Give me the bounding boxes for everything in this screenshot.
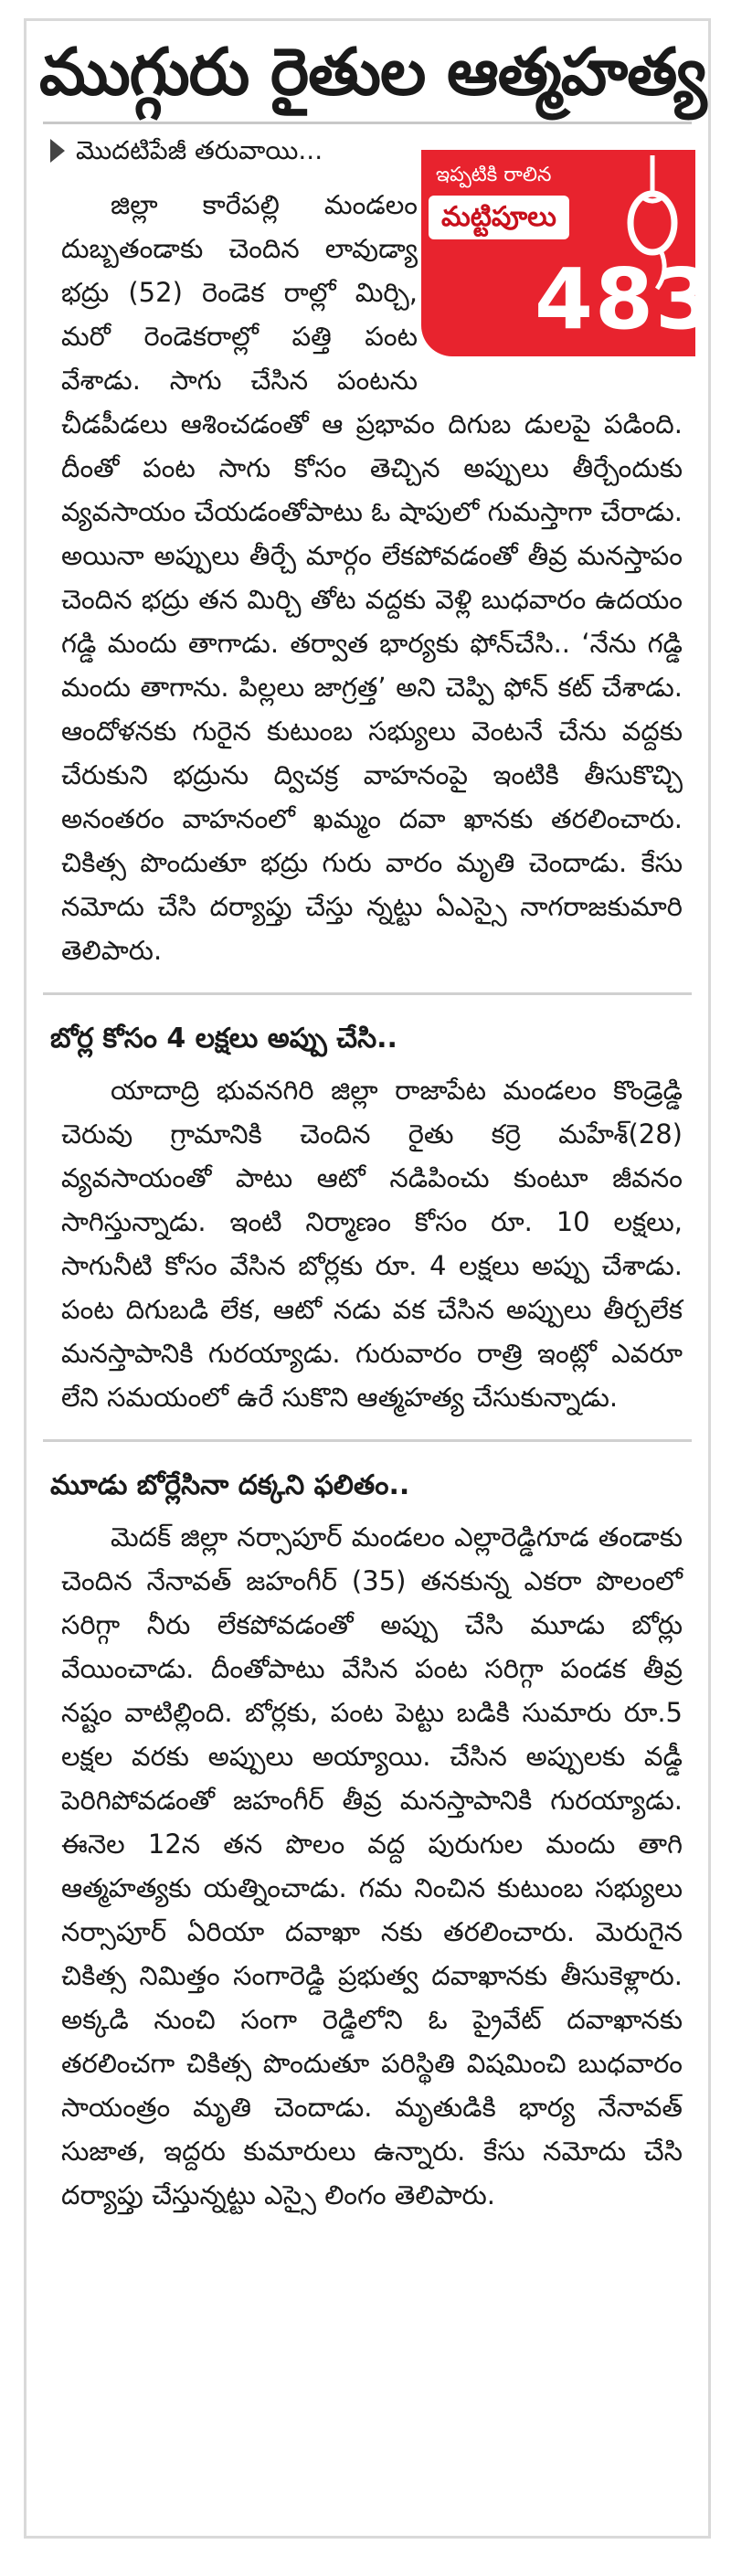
story3-text: మెదక్ జిల్లా నర్సాపూర్ మండలం ఎల్లారెడ్డిగూడ తండాకు చెందిన నేనావత్ జహంగీర్ (35) తనకున్న ఎకరా పొలంలో సరిగ్గా నీరు లేకపోవడంతో అప్పు చేసి మూడు బోర్లు వేయించాడు. దీంతోపాటు వేసిన పంట సరిగ్గా పండక తీవ్ర నష్టం వాటిల్లింది. బోర్లకు, పంట పెట్టు బడికి సుమారు రూ.5 లక్షల వరకు అప్పులు అయ్యాయి. చేసిన అప్పులకు వడ్డీ పెరిగిపోవడంతో జహంగీర్ తీవ్ర మనస్తాపానికి గురయ్యాడు. ఈనెల 12న తన పొలం వద్ద పురుగుల మందు తాగి ఆత్మహత్యకు యత్నించాడు. గమ నించిన కుటుంబ సభ్యులు నర్సాపూర్ ఏరియా దవాఖా నకు తరలించారు. మెరుగైన చికిత్స నిమిత్తం సంగారెడ్డి ప్రభుత్వ దవాఖానకు తీసుకెళ్లారు. అక్కడి నుంచి సంగా రెడ్డిలోని ఓ ప్రైవేట్ దవాఖానకు తరలించగా చికిత్స పొందుతూ పరిస్థితి విషమించి బుధవారం సాయంత్రం మృతి చెందాడు. మృతుడికి భార్య నేనావత్ సుజాత, ఇద్దరు కుమారులు ఉన్నారు. కేసు నమోదు చేసి దర్యాప్తు చేస్తున్నట్టు ఎస్సై లింగం తెలిపారు. bbox=[61, 1521, 683, 2210]
play-arrow-icon bbox=[50, 139, 65, 163]
headline-divider bbox=[43, 122, 692, 124]
badge-line2: మట్టిపూలు bbox=[429, 196, 569, 239]
story1-text: జిల్లా కారేపల్లి మండలం దుబ్బతండాకు చెందిన లావుడ్యా భద్రు (52) రెండెక రాల్లో మిర్చి, మరో రెండెకరాల్లో పత్తి పంట వేశాడు. సాగు చేసిన పంటను చీడపీడలు ఆశించడంతో ఆ ప్రభావం దిగుబ డులపై పడింది. దీంతో పంట సాగు కోసం తెచ్చిన అప్పులు తీర్చేందుకు వ్యవసాయం చేయడంతోపాటు ఓ షాపులో గుమస్తాగా చేరాడు. అయినా అప్పులు తీర్చే మార్గం లేకపోవడంతో తీవ్ర మనస్తాపం చెందిన భద్రు తన మిర్చి తోట వద్దకు వెళ్లి బుధవారం ఉదయం గడ్డి మందు తాగాడు. తర్వాత భార్యకు ఫోన్‌చేసి.. ‘నేను గడ్డి మందు తాగాను. పిల్లలు జాగ్రత్త’ అని చెప్పి ఫోన్ కట్ చేశాడు. ఆందోళనకు గురైన కుటుంబ సభ్యులు వెంటనే చేను వద్దకు చేరుకుని భద్రును ద్విచక్ర వాహనంపై ఇంటికి తీసుకొచ్చి అనంతరం వాహనంలో ఖమ్మం దవా ఖానకు తరలించారు. చికిత్స పొందుతూ భద్రు గురు వారం మృతి చెందాడు. కేసు నమోదు చేసి దర్యాప్తు చేస్తు న్నట్టు ఏఎస్సై నాగరాజకుమారి తెలిపారు. bbox=[61, 189, 683, 966]
section-divider bbox=[43, 1439, 692, 1442]
hanging-rope-icon bbox=[615, 155, 690, 292]
story-body bbox=[50, 164, 716, 2217]
story2-text: యాదాద్రి భువనగిరి జిల్లా రాజాపేట మండలం కొండ్రెడ్డి చెరువు గ్రామానికి చెందిన రైతు కర్రె మహేశ్(28) వ్యవసాయంతో పాటు ఆటో నడిపించు కుంటూ జీవనం సాగిస్తున్నాడు. ఇంటి నిర్మాణం కోసం రూ. 10 లక్షలు, సాగునీటి కోసం వేసిన బోర్లకు రూ. 4 లక్షలు అప్పు చేశాడు. పంట దిగుబడి లేక, ఆటో నడు వక చేసిన అప్పులు తీర్చలేక మనస్తాపానికి గురయ్యాడు. గురువారం రాత్రి ఇంట్లో ఎవరూ లేని సమయంలో ఉరే సుకొని ఆత్మహత్య చేసుకున్నాడు. bbox=[61, 1075, 683, 1413]
kicker-text: మొదటిపేజీ తరువాయి... bbox=[76, 135, 323, 165]
section-divider bbox=[43, 992, 692, 995]
story2-heading: బోర్ల కోసం 4 లక్షలు అప్పు చేసి.. bbox=[50, 1023, 397, 1055]
badge-count: 483 bbox=[535, 250, 716, 348]
story3-heading: మూడు బోర్లేసినా దక్కని ఫలితం.. bbox=[50, 1469, 410, 1501]
news-clipping bbox=[24, 18, 716, 2539]
death-count-badge bbox=[421, 150, 716, 356]
badge-line1: ఇప్పటికి రాలిన bbox=[436, 164, 552, 186]
headline: ముగ్గురు రైతుల ఆత్మహత్య bbox=[39, 34, 706, 110]
